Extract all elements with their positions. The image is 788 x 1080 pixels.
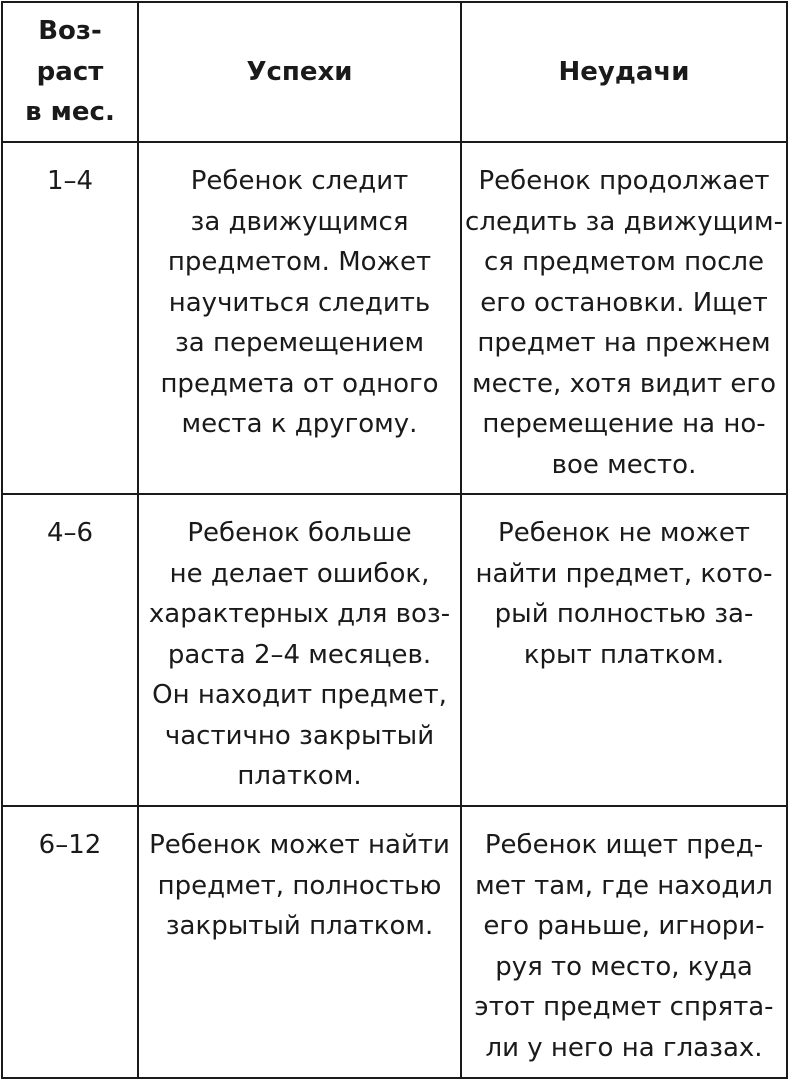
- header-age: [2, 2, 138, 142]
- table-header-row: [2, 2, 787, 142]
- successes-cell: [138, 806, 461, 1078]
- successes-cell: [138, 494, 461, 806]
- age-cell: [2, 494, 138, 806]
- age-value: 1–4: [46, 166, 94, 196]
- table-row: [2, 142, 787, 494]
- table-row: [2, 494, 787, 806]
- age-cell: [2, 806, 138, 1078]
- age-cell: [2, 142, 138, 494]
- age-value: 4–6: [46, 518, 94, 548]
- successes-text: Ребенок может найти предмет, полностью закрытый платком.: [149, 830, 450, 941]
- successes-cell: [138, 142, 461, 494]
- failures-text: Ребенок продолжает следить за движущим- ся предметом после его остановки. Ищет предмет на прежнем месте, хотя видит его перемещение на но- вое место.: [465, 166, 783, 480]
- header-failures: [461, 2, 787, 142]
- development-table: [1, 1, 788, 1079]
- header-failures-label: Неудачи: [558, 56, 690, 87]
- failures-cell: [461, 142, 787, 494]
- failures-cell: [461, 494, 787, 806]
- failures-cell: [461, 806, 787, 1078]
- successes-text: Ребенок следит за движущимся предметом. Может научиться следить за перемещением предмета от одного места к другому.: [160, 166, 439, 439]
- failures-text: Ребенок ищет пред- мет там, где находил его раньше, игнори- руя то место, куда этот предмет спрята- ли у него на глазах.: [474, 830, 774, 1063]
- table-row: [2, 806, 787, 1078]
- age-value: 6–12: [38, 830, 102, 860]
- header-successes: [138, 2, 461, 142]
- successes-text: Ребенок больше не делает ошибок, характерных для воз- раста 2–4 месяцев. Он находит предмет, частично закрытый платком.: [148, 518, 451, 791]
- header-age-label: Воз- раст в мес.: [25, 16, 115, 128]
- header-successes-label: Успехи: [246, 56, 353, 87]
- failures-text: Ребенок не может найти предмет, кото- рый полностью за- крыт платком.: [475, 518, 773, 670]
